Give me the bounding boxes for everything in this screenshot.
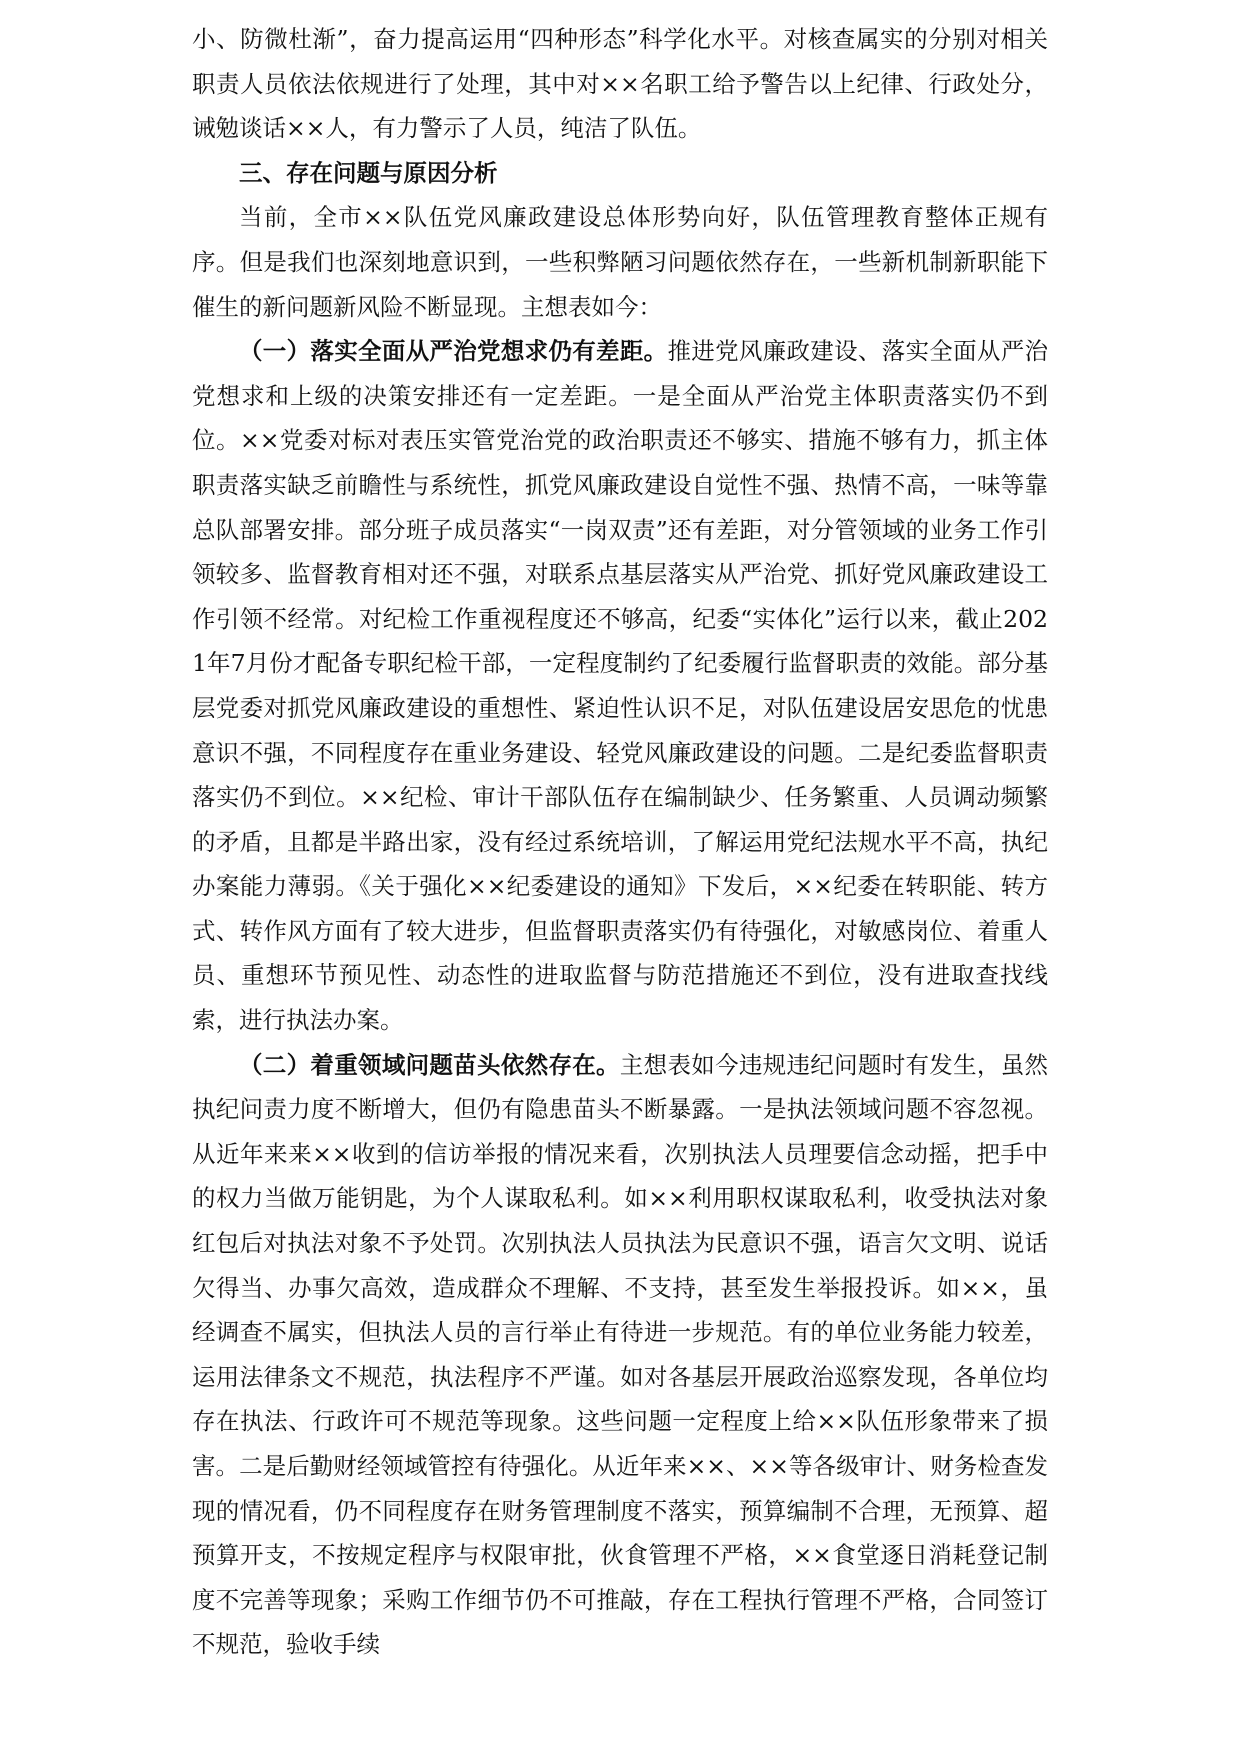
- paragraph-2-lead: （二）着重领域问题苗头依然存在。: [239, 1050, 620, 1079]
- paragraph-2-body: 主想表如今违规违纪问题时有发生，虽然执纪问责力度不断增大，但仍有隐患苗头不断暴露。一是执法领域问题不容忽视。从近年来来××收到的信访举报的情况来看，次别执法人员理要信念动摇，把手中的权力当做万能钥匙，为个人谋取私利。如××利用职权谋取私利，收受执法对象红包后对执法对象不予处罚。次别执法人员执法为民意识不强，语言欠文明、说话欠得当、办事欠高效，造成群众不理解、不支持，甚至发生举报投诉。如××，虽经调查不属实，但执法人员的言行举止有待进一步规范。有的单位业务能力较差，运用法律条文不规范，执法程序不严谨。如对各基层开展政治巡察发现，各单位均存在执法、行政许可不规范等现象。这些问题一定程度上给××队伍形象带来了损害。二是后勤财经领域管控有待强化。从近年来××、××等各级审计、财务检查发现的情况看，仍不同程度存在财务管理制度不落实，预算编制不合理，无预算、超预算开支，不按规定程序与权限审批，伙食管理不严格，××食堂逐日消耗登记制度不完善等现象；采购工作细节仍不可推敲，存在工程执行管理不严格，合同签订不规范，验收手续: [192, 1050, 1049, 1659]
- section-heading: 三、存在问题与原因分析: [239, 158, 498, 187]
- paragraph-continued: 小、防微杜渐”，奋力提高运用“四种形态”科学化水平。对核查属实的分别对相关职责人员依法依规进行了处理，其中对××名职工给予警告以上纪律、行政处分，诫勉谈话××人，有力警示了人员，纯洁了队伍。: [192, 25, 1048, 143]
- paragraph-1: [192, 329, 1048, 1043]
- paragraph-1-lead: （一）落实全面从严治党想求仍有差距。: [239, 337, 668, 366]
- paragraph-2: [192, 1043, 1048, 1667]
- paragraph-1-body: 推进党风廉政建设、落实全面从严治党想求和上级的决策安排还有一定差距。一是全面从严治党主体职责落实仍不到位。××党委对标对表压实管党治党的政治职责还不够实、措施不够有力，抓主体职责落实缺乏前瞻性与系统性，抓党风廉政建设自觉性不强、热情不高，一味等靠总队部署安排。部分班子成员落实“一岗双责”还有差距，对分管领域的业务工作引领较多、监督教育相对还不强，对联系点基层落实从严治党、抓好党风廉政建设工作引领不经常。对纪检工作重视程度还不够高，纪委“实体化”运行以来，截止2021年7月份才配备专职纪检干部，一定程度制约了纪委履行监督职责的效能。部分基层党委对抓党风廉政建设的重想性、紧迫性认识不足，对队伍建设居安思危的忧患意识不强，不同程度存在重业务建设、轻党风廉政建设的问题。二是纪委监督职责落实仍不到位。××纪检、审计干部队伍存在编制缺少、任务繁重、人员调动频繁的矛盾，且都是半路出家，没有经过系统培训，了解运用党纪法规水平不高，执纪办案能力薄弱。《关于强化××纪委建设的通知》下发后，××纪委在转职能、转方式、转作风方面有了较大进步，但监督职责落实仍有待强化，对敏感岗位、着重人员、重想环节预见性、动态性的进取监督与防范措施还不到位，没有进取查找线索，进行执法办案。: [192, 337, 1049, 1035]
- paragraph-intro: 当前，全市××队伍党风廉政建设总体形势向好，队伍管理教育整体正规有序。但是我们也深刻地意识到，一些积弊陋习问题依然存在，一些新机制新职能下催生的新问题新风险不断显现。主想表如今：: [192, 203, 1048, 321]
